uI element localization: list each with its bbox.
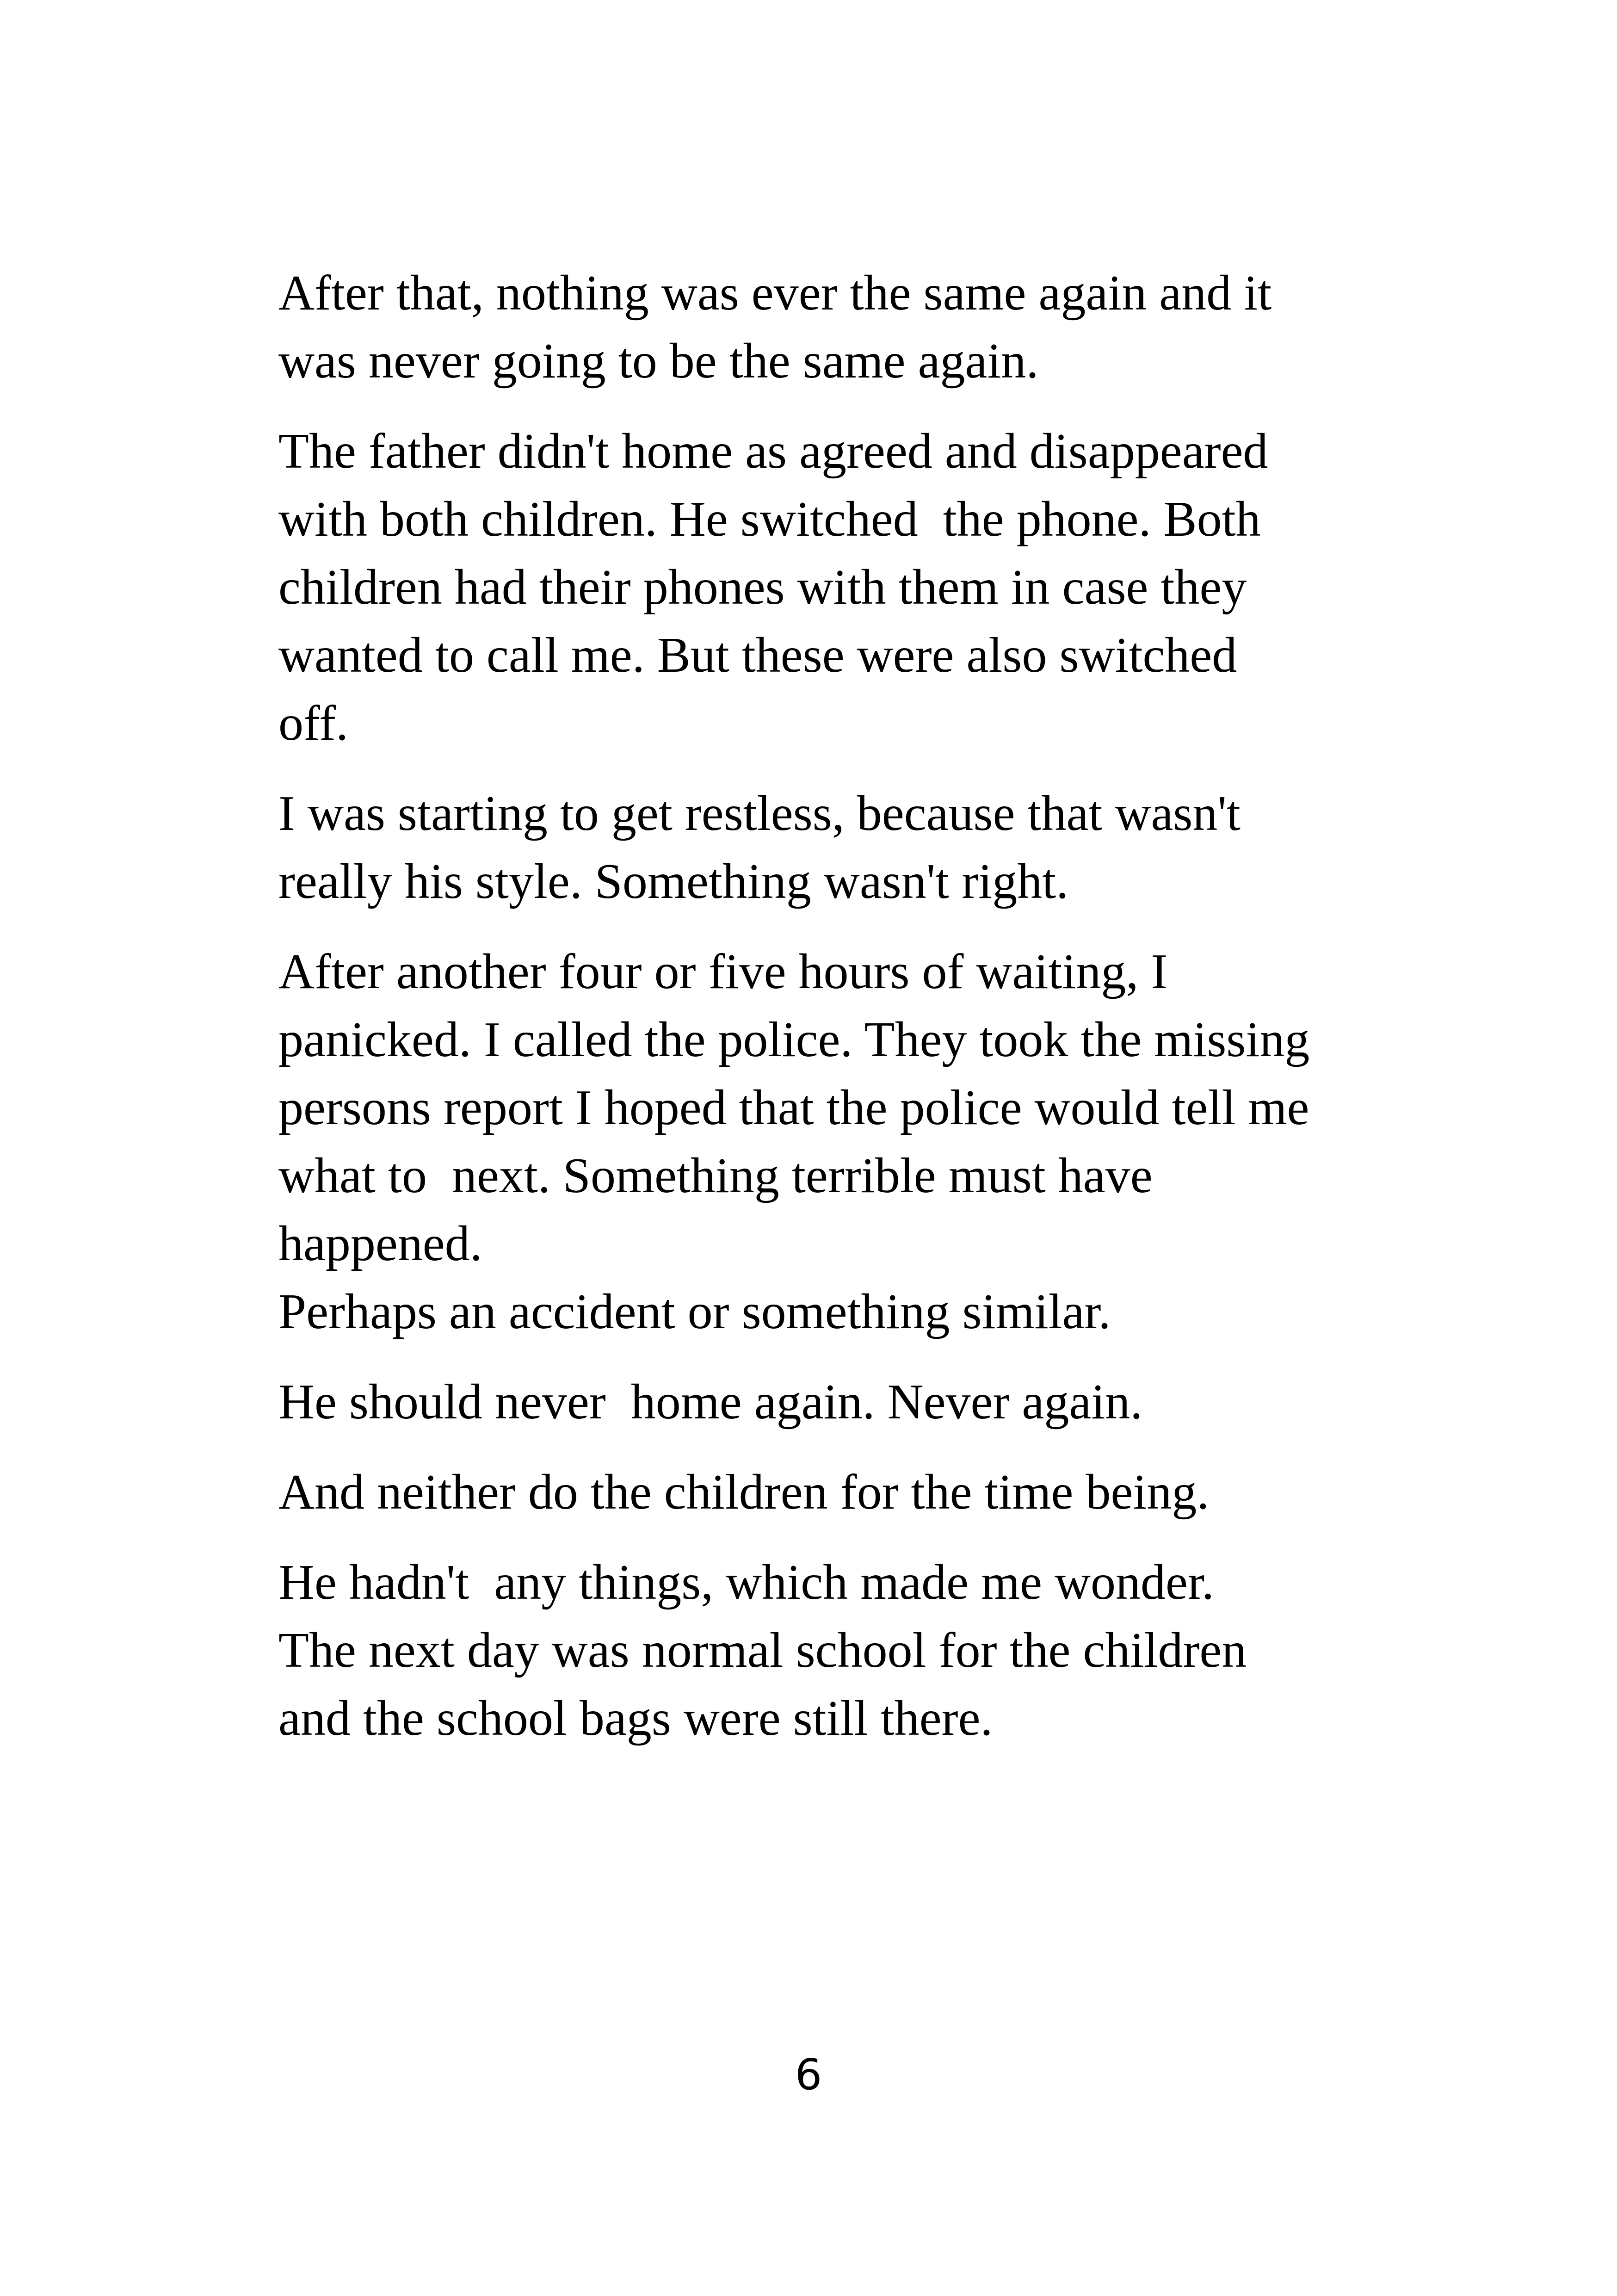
text-line: The next day was normal school for the children [278, 1623, 1247, 1678]
text-line: with both children. He switched the phone. Both [278, 492, 1261, 547]
text-line: was never going to be the same again. [278, 334, 1039, 389]
text-line: children had their phones with them in case they [278, 560, 1247, 615]
paragraph-7 [278, 1548, 1398, 1752]
text-line: off. [278, 696, 348, 751]
text-line: He hadn't any things, which made me wonder. [278, 1555, 1214, 1610]
paragraph-4 [278, 938, 1398, 1346]
text-line: wanted to call me. But these were also switched [278, 628, 1237, 683]
text-line: The father didn't home as agreed and disappeared [278, 424, 1268, 479]
paragraph-6 [278, 1458, 1398, 1526]
text-line: Perhaps an accident or something similar. [278, 1284, 1111, 1339]
text-line: what to next. Something terrible must have [278, 1148, 1153, 1203]
text-line: happened. [278, 1216, 482, 1271]
paragraph-3 [278, 780, 1398, 916]
paragraph-5 [278, 1368, 1398, 1436]
page-number: 6 [795, 2050, 822, 2099]
text-line: persons report I hoped that the police would tell me [278, 1080, 1309, 1135]
text-line: After another four or five hours of waiting, I [278, 944, 1168, 999]
text-line: and the school bags were still there. [278, 1691, 993, 1746]
text-line: panicked. I called the police. They took the missing [278, 1012, 1310, 1067]
text-line: really his style. Something wasn't right. [278, 854, 1069, 909]
paragraph-1 [278, 259, 1398, 395]
body-text [278, 259, 1398, 1775]
text-line: After that, nothing was ever the same again and it [278, 266, 1272, 321]
text-line: He should never home again. Never again. [278, 1374, 1143, 1430]
paragraph-2 [278, 417, 1398, 757]
text-line: And neither do the children for the time being. [278, 1465, 1210, 1520]
text-line: I was starting to get restless, because that wasn't [278, 786, 1241, 841]
